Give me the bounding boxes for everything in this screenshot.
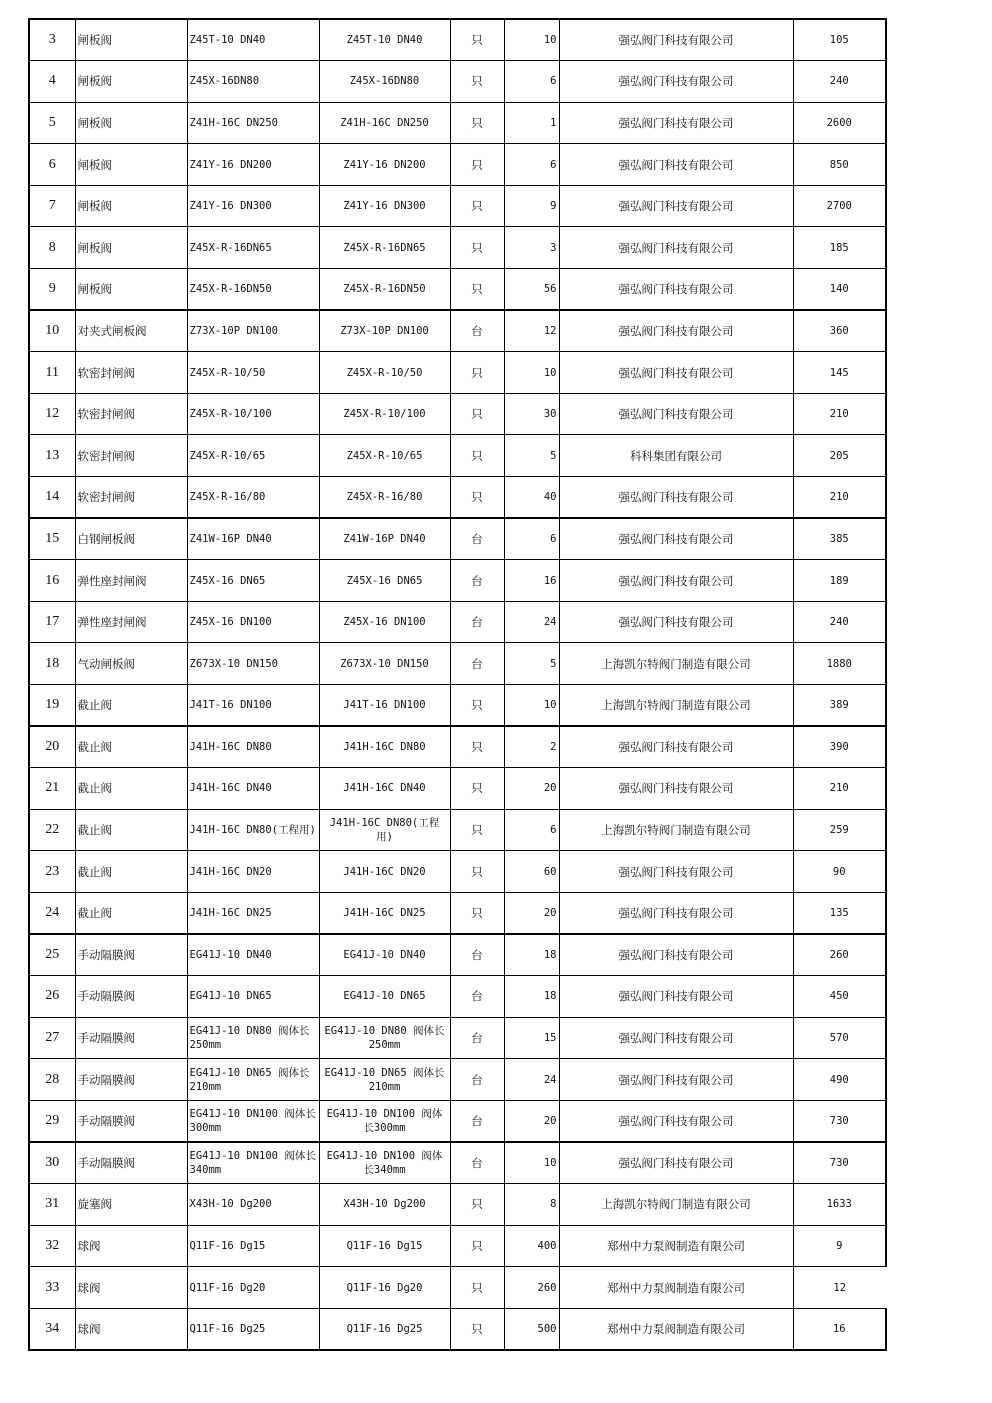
unit-cell: 台 bbox=[450, 1142, 504, 1184]
specification-cell: Z45T-10 DN40 bbox=[319, 19, 450, 61]
valve-name-cell: 闸板阀 bbox=[75, 269, 187, 311]
specification-cell: X43H-10 Dg200 bbox=[319, 1184, 450, 1226]
row-number-cell: 26 bbox=[29, 976, 75, 1018]
model-number-cell: Z45X-R-10/50 bbox=[187, 352, 319, 394]
row-number-cell: 28 bbox=[29, 1059, 75, 1101]
unit-cell: 只 bbox=[450, 1267, 504, 1309]
model-number-cell: J41H-16C DN25 bbox=[187, 892, 319, 934]
model-number-cell: Z45X-R-10/65 bbox=[187, 435, 319, 477]
specification-cell: Q11F-16 Dg25 bbox=[319, 1308, 450, 1350]
unit-cell: 台 bbox=[450, 518, 504, 560]
row-number-cell: 3 bbox=[29, 19, 75, 61]
model-number-cell: Z45X-R-10/100 bbox=[187, 393, 319, 435]
unit-price-cell: 259 bbox=[793, 809, 886, 851]
row-number-cell: 31 bbox=[29, 1184, 75, 1226]
valve-name-cell: 旋塞阀 bbox=[75, 1184, 187, 1226]
unit-cell: 只 bbox=[450, 227, 504, 269]
row-number-cell: 27 bbox=[29, 1017, 75, 1059]
unit-cell: 只 bbox=[450, 809, 504, 851]
row-number-cell: 18 bbox=[29, 643, 75, 685]
table-row bbox=[29, 144, 886, 186]
supplier-name-cell: 强弘阀门科技有限公司 bbox=[559, 560, 793, 602]
model-number-cell: Z45X-R-16/80 bbox=[187, 477, 319, 519]
row-number-cell: 34 bbox=[29, 1308, 75, 1350]
unit-price-cell: 240 bbox=[793, 61, 886, 103]
quantity-cell: 24 bbox=[504, 1059, 559, 1101]
model-number-cell: EG41J-10 DN65 阀体长210mm bbox=[187, 1059, 319, 1101]
unit-price-cell: 105 bbox=[793, 19, 886, 61]
unit-price-cell: 16 bbox=[793, 1308, 886, 1350]
table-row bbox=[29, 1267, 886, 1309]
specification-cell: Z73X-10P DN100 bbox=[319, 310, 450, 352]
supplier-name-cell: 郑州中力泵阀制造有限公司 bbox=[559, 1225, 793, 1267]
unit-cell: 只 bbox=[450, 892, 504, 934]
unit-price-cell: 450 bbox=[793, 976, 886, 1018]
unit-price-cell: 185 bbox=[793, 227, 886, 269]
supplier-name-cell: 上海凯尔特阀门制造有限公司 bbox=[559, 685, 793, 727]
unit-cell: 只 bbox=[450, 19, 504, 61]
quantity-cell: 20 bbox=[504, 892, 559, 934]
quantity-cell: 500 bbox=[504, 1308, 559, 1350]
supplier-name-cell: 强弘阀门科技有限公司 bbox=[559, 518, 793, 560]
valve-name-cell: 截止阀 bbox=[75, 726, 187, 768]
specification-cell: J41H-16C DN40 bbox=[319, 768, 450, 810]
unit-price-cell: 240 bbox=[793, 601, 886, 643]
table-row bbox=[29, 352, 886, 394]
valve-name-cell: 截止阀 bbox=[75, 809, 187, 851]
row-number-cell: 16 bbox=[29, 560, 75, 602]
supplier-name-cell: 强弘阀门科技有限公司 bbox=[559, 393, 793, 435]
quantity-cell: 260 bbox=[504, 1267, 559, 1309]
specification-cell: Z41Y-16 DN200 bbox=[319, 144, 450, 186]
row-number-cell: 5 bbox=[29, 102, 75, 144]
unit-price-cell: 90 bbox=[793, 851, 886, 893]
quantity-cell: 5 bbox=[504, 435, 559, 477]
supplier-name-cell: 强弘阀门科技有限公司 bbox=[559, 19, 793, 61]
specification-cell: EG41J-10 DN80 阀体长250mm bbox=[319, 1017, 450, 1059]
supplier-name-cell: 强弘阀门科技有限公司 bbox=[559, 352, 793, 394]
unit-cell: 只 bbox=[450, 477, 504, 519]
model-number-cell: Z41Y-16 DN300 bbox=[187, 185, 319, 227]
unit-cell: 只 bbox=[450, 851, 504, 893]
unit-price-cell: 385 bbox=[793, 518, 886, 560]
quantity-cell: 6 bbox=[504, 809, 559, 851]
valve-name-cell: 弹性座封闸阀 bbox=[75, 601, 187, 643]
row-number-cell: 25 bbox=[29, 934, 75, 976]
table-row bbox=[29, 809, 886, 851]
supplier-name-cell: 强弘阀门科技有限公司 bbox=[559, 934, 793, 976]
supplier-name-cell: 上海凯尔特阀门制造有限公司 bbox=[559, 1184, 793, 1226]
row-number-cell: 30 bbox=[29, 1142, 75, 1184]
quantity-cell: 6 bbox=[504, 144, 559, 186]
supplier-name-cell: 强弘阀门科技有限公司 bbox=[559, 61, 793, 103]
specification-cell: J41H-16C DN25 bbox=[319, 892, 450, 934]
table-row bbox=[29, 1225, 886, 1267]
row-number-cell: 21 bbox=[29, 768, 75, 810]
valve-name-cell: 截止阀 bbox=[75, 685, 187, 727]
model-number-cell: Z45X-16DN80 bbox=[187, 61, 319, 103]
quantity-cell: 2 bbox=[504, 726, 559, 768]
valve-name-cell: 手动隔膜阀 bbox=[75, 1017, 187, 1059]
model-number-cell: Z45X-R-16DN65 bbox=[187, 227, 319, 269]
unit-cell: 只 bbox=[450, 685, 504, 727]
table-row bbox=[29, 477, 886, 519]
unit-cell: 只 bbox=[450, 144, 504, 186]
quantity-cell: 20 bbox=[504, 1100, 559, 1142]
unit-price-cell: 145 bbox=[793, 352, 886, 394]
supplier-name-cell: 强弘阀门科技有限公司 bbox=[559, 1100, 793, 1142]
specification-cell: Z45X-16 DN100 bbox=[319, 601, 450, 643]
row-number-cell: 15 bbox=[29, 518, 75, 560]
unit-price-cell: 730 bbox=[793, 1142, 886, 1184]
row-number-cell: 7 bbox=[29, 185, 75, 227]
row-number-cell: 6 bbox=[29, 144, 75, 186]
quantity-cell: 18 bbox=[504, 976, 559, 1018]
model-number-cell: J41H-16C DN20 bbox=[187, 851, 319, 893]
row-number-cell: 13 bbox=[29, 435, 75, 477]
unit-price-cell: 850 bbox=[793, 144, 886, 186]
unit-price-cell: 2600 bbox=[793, 102, 886, 144]
row-number-cell: 24 bbox=[29, 892, 75, 934]
model-number-cell: J41H-16C DN80 bbox=[187, 726, 319, 768]
supplier-name-cell: 强弘阀门科技有限公司 bbox=[559, 269, 793, 311]
model-number-cell: EG41J-10 DN65 bbox=[187, 976, 319, 1018]
quantity-cell: 10 bbox=[504, 685, 559, 727]
table-row bbox=[29, 768, 886, 810]
specification-cell: Z41H-16C DN250 bbox=[319, 102, 450, 144]
unit-cell: 台 bbox=[450, 560, 504, 602]
specification-cell: Z45X-R-16DN65 bbox=[319, 227, 450, 269]
supplier-name-cell: 强弘阀门科技有限公司 bbox=[559, 976, 793, 1018]
table-row bbox=[29, 685, 886, 727]
specification-cell: Z45X-R-16DN50 bbox=[319, 269, 450, 311]
valve-name-cell: 闸板阀 bbox=[75, 144, 187, 186]
model-number-cell: EG41J-10 DN40 bbox=[187, 934, 319, 976]
specification-cell: EG41J-10 DN100 阀体长300mm bbox=[319, 1100, 450, 1142]
valve-name-cell: 手动隔膜阀 bbox=[75, 1142, 187, 1184]
model-number-cell: Z41W-16P DN40 bbox=[187, 518, 319, 560]
table-row bbox=[29, 726, 886, 768]
model-number-cell: EG41J-10 DN80 阀体长250mm bbox=[187, 1017, 319, 1059]
quantity-cell: 24 bbox=[504, 601, 559, 643]
unit-price-cell: 189 bbox=[793, 560, 886, 602]
model-number-cell: Z73X-10P DN100 bbox=[187, 310, 319, 352]
unit-price-cell: 490 bbox=[793, 1059, 886, 1101]
supplier-name-cell: 强弘阀门科技有限公司 bbox=[559, 185, 793, 227]
table-row bbox=[29, 435, 886, 477]
unit-price-cell: 360 bbox=[793, 310, 886, 352]
table-row bbox=[29, 560, 886, 602]
supplier-name-cell: 强弘阀门科技有限公司 bbox=[559, 726, 793, 768]
valve-name-cell: 手动隔膜阀 bbox=[75, 1100, 187, 1142]
table-row bbox=[29, 310, 886, 352]
row-number-cell: 8 bbox=[29, 227, 75, 269]
valve-name-cell: 软密封闸阀 bbox=[75, 477, 187, 519]
unit-price-cell: 135 bbox=[793, 892, 886, 934]
model-number-cell: Z45X-16 DN100 bbox=[187, 601, 319, 643]
model-number-cell: Z45X-R-16DN50 bbox=[187, 269, 319, 311]
specification-cell: J41H-16C DN20 bbox=[319, 851, 450, 893]
model-number-cell: Z45T-10 DN40 bbox=[187, 19, 319, 61]
quantity-cell: 10 bbox=[504, 352, 559, 394]
specification-cell: J41T-16 DN100 bbox=[319, 685, 450, 727]
supplier-name-cell: 强弘阀门科技有限公司 bbox=[559, 1142, 793, 1184]
specification-cell: Q11F-16 Dg20 bbox=[319, 1267, 450, 1309]
supplier-name-cell: 强弘阀门科技有限公司 bbox=[559, 1059, 793, 1101]
specification-cell: EG41J-10 DN65 bbox=[319, 976, 450, 1018]
row-number-cell: 32 bbox=[29, 1225, 75, 1267]
unit-cell: 只 bbox=[450, 393, 504, 435]
row-number-cell: 17 bbox=[29, 601, 75, 643]
unit-cell: 只 bbox=[450, 185, 504, 227]
unit-price-cell: 210 bbox=[793, 477, 886, 519]
specification-cell: J41H-16C DN80 bbox=[319, 726, 450, 768]
quantity-cell: 60 bbox=[504, 851, 559, 893]
unit-price-cell: 210 bbox=[793, 393, 886, 435]
table-row bbox=[29, 1308, 886, 1350]
table-row bbox=[29, 19, 886, 61]
supplier-name-cell: 强弘阀门科技有限公司 bbox=[559, 227, 793, 269]
unit-cell: 只 bbox=[450, 61, 504, 103]
unit-price-cell: 730 bbox=[793, 1100, 886, 1142]
unit-cell: 台 bbox=[450, 310, 504, 352]
table-row bbox=[29, 269, 886, 311]
table-row bbox=[29, 1017, 886, 1059]
model-number-cell: Q11F-16 Dg20 bbox=[187, 1267, 319, 1309]
supplier-name-cell: 上海凯尔特阀门制造有限公司 bbox=[559, 643, 793, 685]
specification-cell: Z45X-R-16/80 bbox=[319, 477, 450, 519]
unit-cell: 只 bbox=[450, 352, 504, 394]
unit-price-cell: 570 bbox=[793, 1017, 886, 1059]
table-row bbox=[29, 227, 886, 269]
specification-cell: EG41J-10 DN100 阀体长340mm bbox=[319, 1142, 450, 1184]
unit-price-cell: 1880 bbox=[793, 643, 886, 685]
unit-cell: 台 bbox=[450, 601, 504, 643]
quantity-cell: 12 bbox=[504, 310, 559, 352]
table-row bbox=[29, 1059, 886, 1101]
model-number-cell: Q11F-16 Dg25 bbox=[187, 1308, 319, 1350]
specification-cell: Z45X-R-10/100 bbox=[319, 393, 450, 435]
valve-name-cell: 截止阀 bbox=[75, 851, 187, 893]
table-row bbox=[29, 518, 886, 560]
unit-price-cell: 140 bbox=[793, 269, 886, 311]
unit-price-cell: 210 bbox=[793, 768, 886, 810]
specification-cell: Z45X-R-10/50 bbox=[319, 352, 450, 394]
row-number-cell: 14 bbox=[29, 477, 75, 519]
row-number-cell: 20 bbox=[29, 726, 75, 768]
quantity-cell: 400 bbox=[504, 1225, 559, 1267]
valve-name-cell: 闸板阀 bbox=[75, 102, 187, 144]
valve-name-cell: 闸板阀 bbox=[75, 19, 187, 61]
row-number-cell: 4 bbox=[29, 61, 75, 103]
valve-name-cell: 手动隔膜阀 bbox=[75, 934, 187, 976]
unit-price-cell: 260 bbox=[793, 934, 886, 976]
specification-cell: Z41W-16P DN40 bbox=[319, 518, 450, 560]
supplier-name-cell: 强弘阀门科技有限公司 bbox=[559, 310, 793, 352]
valve-name-cell: 软密封闸阀 bbox=[75, 393, 187, 435]
model-number-cell: Z45X-16 DN65 bbox=[187, 560, 319, 602]
quantity-cell: 10 bbox=[504, 19, 559, 61]
unit-cell: 台 bbox=[450, 1100, 504, 1142]
specification-cell: J41H-16C DN80(工程用) bbox=[319, 809, 450, 851]
unit-cell: 只 bbox=[450, 435, 504, 477]
unit-price-cell: 12 bbox=[793, 1267, 886, 1309]
supplier-name-cell: 强弘阀门科技有限公司 bbox=[559, 892, 793, 934]
row-number-cell: 19 bbox=[29, 685, 75, 727]
table-row bbox=[29, 643, 886, 685]
valve-name-cell: 闸板阀 bbox=[75, 61, 187, 103]
supplier-name-cell: 强弘阀门科技有限公司 bbox=[559, 1017, 793, 1059]
unit-cell: 台 bbox=[450, 934, 504, 976]
row-number-cell: 22 bbox=[29, 809, 75, 851]
quantity-cell: 20 bbox=[504, 768, 559, 810]
valve-name-cell: 弹性座封闸阀 bbox=[75, 560, 187, 602]
model-number-cell: Z41H-16C DN250 bbox=[187, 102, 319, 144]
unit-cell: 只 bbox=[450, 269, 504, 311]
valve-name-cell: 闸板阀 bbox=[75, 185, 187, 227]
unit-cell: 只 bbox=[450, 1225, 504, 1267]
unit-cell: 台 bbox=[450, 1059, 504, 1101]
table-row bbox=[29, 61, 886, 103]
unit-cell: 台 bbox=[450, 1017, 504, 1059]
quantity-cell: 6 bbox=[504, 518, 559, 560]
table-row bbox=[29, 1184, 886, 1226]
supplier-name-cell: 上海凯尔特阀门制造有限公司 bbox=[559, 809, 793, 851]
table-row bbox=[29, 102, 886, 144]
valve-name-cell: 闸板阀 bbox=[75, 227, 187, 269]
unit-price-cell: 390 bbox=[793, 726, 886, 768]
quantity-cell: 30 bbox=[504, 393, 559, 435]
unit-cell: 台 bbox=[450, 976, 504, 1018]
supplier-name-cell: 强弘阀门科技有限公司 bbox=[559, 768, 793, 810]
table-row bbox=[29, 1100, 886, 1142]
quantity-cell: 16 bbox=[504, 560, 559, 602]
quantity-cell: 3 bbox=[504, 227, 559, 269]
valve-name-cell: 球阀 bbox=[75, 1225, 187, 1267]
quantity-cell: 10 bbox=[504, 1142, 559, 1184]
unit-cell: 只 bbox=[450, 102, 504, 144]
table-row bbox=[29, 851, 886, 893]
supplier-name-cell: 强弘阀门科技有限公司 bbox=[559, 601, 793, 643]
quantity-cell: 18 bbox=[504, 934, 559, 976]
specification-cell: Z45X-R-10/65 bbox=[319, 435, 450, 477]
model-number-cell: J41T-16 DN100 bbox=[187, 685, 319, 727]
valve-name-cell: 球阀 bbox=[75, 1267, 187, 1309]
row-number-cell: 12 bbox=[29, 393, 75, 435]
valve-name-cell: 软密封闸阀 bbox=[75, 352, 187, 394]
quantity-cell: 1 bbox=[504, 102, 559, 144]
supplier-name-cell: 科科集团有限公司 bbox=[559, 435, 793, 477]
unit-price-cell: 2700 bbox=[793, 185, 886, 227]
row-number-cell: 33 bbox=[29, 1267, 75, 1309]
table-row bbox=[29, 976, 886, 1018]
supplier-name-cell: 强弘阀门科技有限公司 bbox=[559, 144, 793, 186]
model-number-cell: X43H-10 Dg200 bbox=[187, 1184, 319, 1226]
valve-name-cell: 手动隔膜阀 bbox=[75, 1059, 187, 1101]
unit-price-cell: 9 bbox=[793, 1225, 886, 1267]
valve-name-cell: 软密封闸阀 bbox=[75, 435, 187, 477]
valve-name-cell: 白钢闸板阀 bbox=[75, 518, 187, 560]
table-row bbox=[29, 393, 886, 435]
quantity-cell: 9 bbox=[504, 185, 559, 227]
unit-cell: 只 bbox=[450, 1184, 504, 1226]
valve-name-cell: 截止阀 bbox=[75, 892, 187, 934]
unit-cell: 只 bbox=[450, 1308, 504, 1350]
quantity-cell: 5 bbox=[504, 643, 559, 685]
table-row bbox=[29, 934, 886, 976]
valve-price-table bbox=[28, 18, 887, 1351]
valve-name-cell: 气动闸板阀 bbox=[75, 643, 187, 685]
model-number-cell: J41H-16C DN40 bbox=[187, 768, 319, 810]
unit-cell: 只 bbox=[450, 768, 504, 810]
supplier-name-cell: 强弘阀门科技有限公司 bbox=[559, 851, 793, 893]
quantity-cell: 56 bbox=[504, 269, 559, 311]
valve-name-cell: 球阀 bbox=[75, 1308, 187, 1350]
model-number-cell: EG41J-10 DN100 阀体长300mm bbox=[187, 1100, 319, 1142]
row-number-cell: 9 bbox=[29, 269, 75, 311]
specification-cell: EG41J-10 DN65 阀体长210mm bbox=[319, 1059, 450, 1101]
supplier-name-cell: 郑州中力泵阀制造有限公司 bbox=[559, 1308, 793, 1350]
model-number-cell: J41H-16C DN80(工程用) bbox=[187, 809, 319, 851]
model-number-cell: EG41J-10 DN100 阀体长340mm bbox=[187, 1142, 319, 1184]
specification-cell: Z45X-16DN80 bbox=[319, 61, 450, 103]
unit-cell: 只 bbox=[450, 726, 504, 768]
unit-price-cell: 389 bbox=[793, 685, 886, 727]
specification-cell: Z673X-10 DN150 bbox=[319, 643, 450, 685]
unit-cell: 台 bbox=[450, 643, 504, 685]
valve-name-cell: 截止阀 bbox=[75, 768, 187, 810]
table-row bbox=[29, 1142, 886, 1184]
row-number-cell: 29 bbox=[29, 1100, 75, 1142]
row-number-cell: 11 bbox=[29, 352, 75, 394]
quantity-cell: 6 bbox=[504, 61, 559, 103]
valve-name-cell: 对夹式闸板阀 bbox=[75, 310, 187, 352]
model-number-cell: Z41Y-16 DN200 bbox=[187, 144, 319, 186]
unit-price-cell: 1633 bbox=[793, 1184, 886, 1226]
quantity-cell: 40 bbox=[504, 477, 559, 519]
quantity-cell: 15 bbox=[504, 1017, 559, 1059]
specification-cell: EG41J-10 DN40 bbox=[319, 934, 450, 976]
supplier-name-cell: 郑州中力泵阀制造有限公司 bbox=[559, 1267, 793, 1309]
quantity-cell: 8 bbox=[504, 1184, 559, 1226]
supplier-name-cell: 强弘阀门科技有限公司 bbox=[559, 477, 793, 519]
model-number-cell: Q11F-16 Dg15 bbox=[187, 1225, 319, 1267]
valve-name-cell: 手动隔膜阀 bbox=[75, 976, 187, 1018]
unit-price-cell: 205 bbox=[793, 435, 886, 477]
table-row bbox=[29, 601, 886, 643]
model-number-cell: Z673X-10 DN150 bbox=[187, 643, 319, 685]
specification-cell: Q11F-16 Dg15 bbox=[319, 1225, 450, 1267]
specification-cell: Z41Y-16 DN300 bbox=[319, 185, 450, 227]
row-number-cell: 23 bbox=[29, 851, 75, 893]
supplier-name-cell: 强弘阀门科技有限公司 bbox=[559, 102, 793, 144]
row-number-cell: 10 bbox=[29, 310, 75, 352]
table-row bbox=[29, 185, 886, 227]
specification-cell: Z45X-16 DN65 bbox=[319, 560, 450, 602]
table-row bbox=[29, 892, 886, 934]
